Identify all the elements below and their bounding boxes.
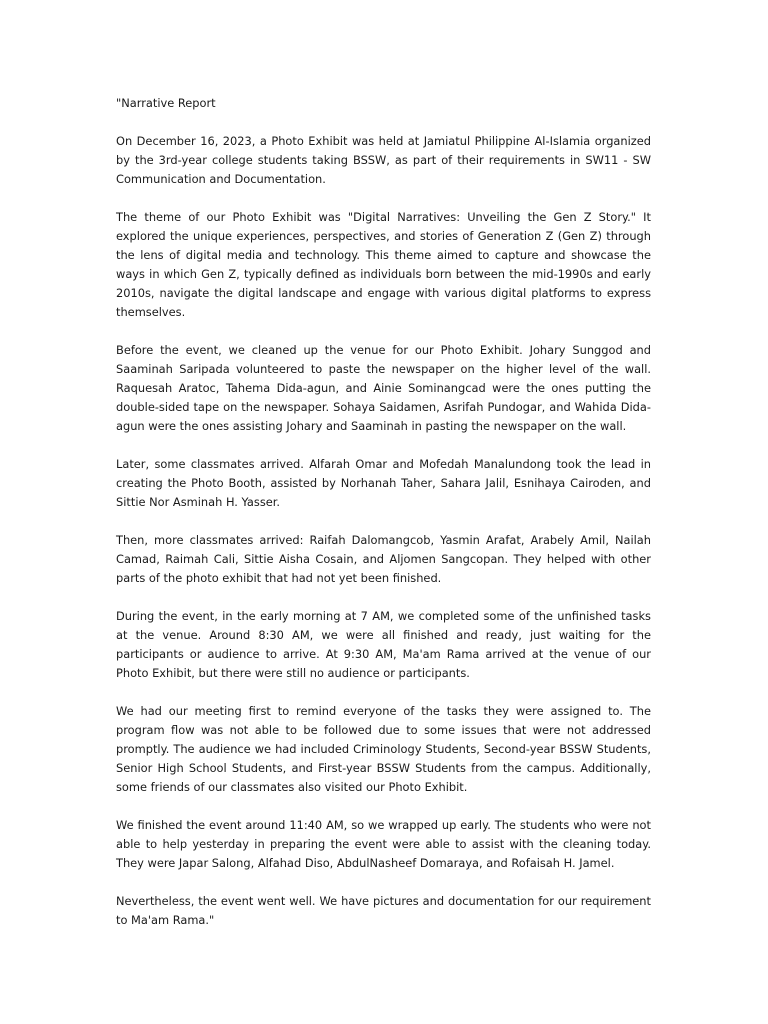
document-title: "Narrative Report bbox=[116, 96, 216, 110]
paragraph-meeting-audience: We had our meeting first to remind everyone of the tasks they were assigned to. The program flow was not able to be followed due to some issues that were not addressed promptly. The audience we had included Criminology Students, Second-year BSSW Students, Senior High School Students, and First-year BSSW Students from the campus. Additionally, some friends of our classmates also visited our Photo Exhibit. bbox=[116, 704, 651, 794]
paragraph-theme: The theme of our Photo Exhibit was "Digital Narratives: Unveiling the Gen Z Story." It explored the unique experiences, perspectives, and stories of Generation Z (Gen Z) through the lens of digital media and technology. This theme aimed to capture and showcase the ways in which Gen Z, typically defined as individuals born between the mid-1990s and early 2010s, navigate the digital landscape and engage with various digital platforms to express themselves. bbox=[116, 210, 651, 319]
document-page bbox=[116, 94, 651, 949]
paragraph-preparation: Before the event, we cleaned up the venue for our Photo Exhibit. Johary Sunggod and Saaminah Saripada volunteered to paste the newspaper on the higher level of the wall. Raquesah Aratoc, Tahema Dida-agun, and Ainie Sominangcad were the ones putting the double-sided tape on the newspaper. Sohaya Saidamen, Asrifah Pundogar, and Wahida Dida-agun were the ones assisting Johary and Saaminah in pasting the newspaper on the wall. bbox=[116, 343, 651, 433]
paragraph-photo-booth: Later, some classmates arrived. Alfarah Omar and Mofedah Manalundong took the lead in creating the Photo Booth, assisted by Norhanah Taher, Sahara Jalil, Esnihaya Cairoden, and Sittie Nor Asminah H. Yasser. bbox=[116, 457, 651, 509]
paragraph-conclusion: Nevertheless, the event went well. We have pictures and documentation for our requirement to Ma'am Rama." bbox=[116, 894, 651, 927]
paragraph-event-morning: During the event, in the early morning at 7 AM, we completed some of the unfinished tasks at the venue. Around 8:30 AM, we were all finished and ready, just waiting for the participants or audience to arrive. At 9:30 AM, Ma'am Rama arrived at the venue of our Photo Exhibit, but there were still no audience or participants. bbox=[116, 609, 651, 680]
paragraph-more-classmates: Then, more classmates arrived: Raifah Dalomangcob, Yasmin Arafat, Arabely Amil, Nailah Camad, Raimah Cali, Sittie Aisha Cosain, and Aljomen Sangcopan. They helped with other parts of the photo exhibit that had not yet been finished. bbox=[116, 533, 651, 585]
paragraph-wrap-up: We finished the event around 11:40 AM, so we wrapped up early. The students who were not able to help yesterday in preparing the event were able to assist with the cleaning today. They were Japar Salong, Alfahad Diso, AbdulNasheef Domaraya, and Rofaisah H. Jamel. bbox=[116, 818, 651, 870]
paragraph-event-intro: On December 16, 2023, a Photo Exhibit was held at Jamiatul Philippine Al-Islamia organized by the 3rd-year college students taking BSSW, as part of their requirements in SW11 - SW Communication and Documentation. bbox=[116, 134, 651, 186]
